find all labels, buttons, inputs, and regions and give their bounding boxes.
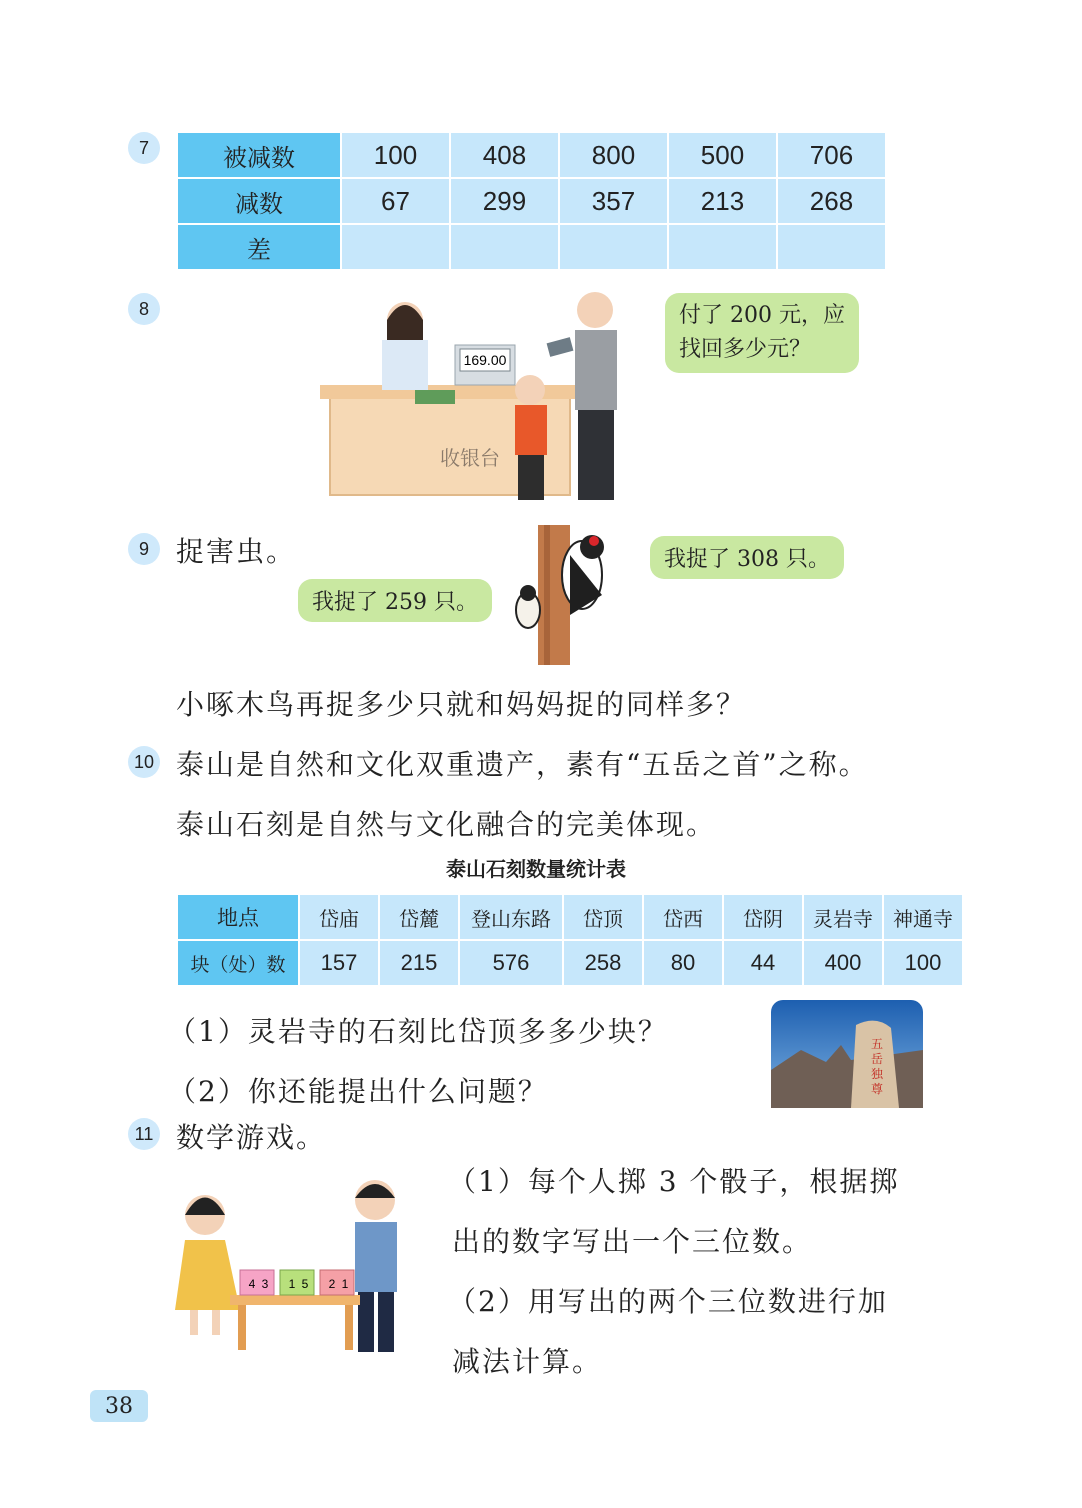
table-cell: 岱庙 bbox=[299, 894, 379, 940]
table-cell: 100 bbox=[883, 940, 963, 986]
table-cell: 岱顶 bbox=[563, 894, 643, 940]
rock-inscription: 五 bbox=[870, 1037, 884, 1051]
question-title: 捉害虫。 bbox=[176, 535, 297, 568]
table-row bbox=[177, 178, 886, 224]
table-cell: 706 bbox=[777, 132, 886, 178]
table-cell: 100 bbox=[341, 132, 450, 178]
table-cell: 800 bbox=[559, 132, 668, 178]
table-cell: 268 bbox=[777, 178, 886, 224]
sub-question: （2）你还能提出什么问题？ bbox=[168, 1075, 548, 1108]
table-cell: 258 bbox=[563, 940, 643, 986]
sub-question: （1）灵岩寺的石刻比岱顶多多少块？ bbox=[168, 1015, 668, 1048]
question-number-7: 7 bbox=[128, 132, 160, 164]
svg-text:独: 独 bbox=[870, 1067, 884, 1081]
table-cell: 67 bbox=[341, 178, 450, 224]
table-cell: 岱阴 bbox=[723, 894, 803, 940]
answer-cell[interactable] bbox=[777, 224, 886, 270]
mount-tai-rock-photo bbox=[771, 1000, 923, 1108]
row-header: 地点 bbox=[177, 894, 299, 940]
table-cell: 357 bbox=[559, 178, 668, 224]
row-header: 减数 bbox=[177, 178, 341, 224]
table-cell: 215 bbox=[379, 940, 459, 986]
die-face: 4 bbox=[248, 1277, 256, 1291]
die-face: 3 bbox=[261, 1277, 269, 1291]
bubble-line: 付了 200 元，应 bbox=[679, 303, 845, 328]
table-cell: 44 bbox=[723, 940, 803, 986]
page-number: 38 bbox=[90, 1390, 148, 1422]
table-cell: 500 bbox=[668, 132, 777, 178]
answer-cell[interactable] bbox=[559, 224, 668, 270]
question-number-11: 11 bbox=[128, 1118, 160, 1150]
svg-text:岳: 岳 bbox=[870, 1052, 884, 1066]
table-cell: 登山东路 bbox=[459, 894, 563, 940]
answer-cell[interactable] bbox=[668, 224, 777, 270]
table-cell: 80 bbox=[643, 940, 723, 986]
stone-carving-table bbox=[176, 893, 964, 987]
table-cell: 213 bbox=[668, 178, 777, 224]
bubble-line: 找回多少元？ bbox=[679, 337, 812, 362]
table-row bbox=[177, 894, 963, 940]
svg-text:尊: 尊 bbox=[870, 1082, 884, 1096]
table-cell: 灵岩寺 bbox=[803, 894, 883, 940]
table-cell: 岱西 bbox=[643, 894, 723, 940]
instruction-line: 出的数字写出一个三位数。 bbox=[452, 1225, 813, 1258]
speech-bubble-mother: 我捉了 308 只。 bbox=[650, 536, 844, 579]
die-face: 5 bbox=[301, 1277, 309, 1291]
die-face: 1 bbox=[288, 1277, 296, 1291]
question-number-9: 9 bbox=[128, 533, 160, 565]
table-cell: 157 bbox=[299, 940, 379, 986]
answer-cell[interactable] bbox=[450, 224, 559, 270]
subtraction-table bbox=[176, 131, 887, 271]
question-title: 数学游戏。 bbox=[176, 1121, 327, 1154]
question-number-10: 10 bbox=[128, 746, 160, 778]
paragraph-line: 泰山石刻是自然与文化融合的完美体现。 bbox=[176, 808, 717, 841]
table-cell: 神通寺 bbox=[883, 894, 963, 940]
table-row bbox=[177, 940, 963, 986]
table-cell: 299 bbox=[450, 178, 559, 224]
register-display: 169.00 bbox=[463, 352, 507, 368]
table-cell: 400 bbox=[803, 940, 883, 986]
row-header: 块（处）数 bbox=[177, 940, 299, 986]
die-face: 1 bbox=[341, 1277, 349, 1291]
counter-sign: 收银台 bbox=[440, 446, 500, 470]
paragraph-line: 泰山是自然和文化双重遗产，素有“五岳之首”之称。 bbox=[176, 748, 869, 781]
answer-cell[interactable] bbox=[341, 224, 450, 270]
instruction-line: （1）每个人掷 3 个骰子，根据掷 bbox=[448, 1165, 900, 1198]
cashier-illustration bbox=[320, 285, 640, 515]
table-cell: 岱麓 bbox=[379, 894, 459, 940]
row-header: 差 bbox=[177, 224, 341, 270]
die-face: 2 bbox=[328, 1277, 336, 1291]
instruction-line: 减法计算。 bbox=[452, 1345, 603, 1378]
speech-bubble-father bbox=[665, 293, 859, 373]
table-title: 泰山石刻数量统计表 bbox=[446, 857, 626, 881]
dice-game-illustration bbox=[140, 1160, 440, 1390]
row-header: 被减数 bbox=[177, 132, 341, 178]
question-number-8: 8 bbox=[128, 293, 160, 325]
table-cell: 408 bbox=[450, 132, 559, 178]
instruction-line: （2）用写出的两个三位数进行加 bbox=[448, 1285, 888, 1318]
woodpecker-illustration bbox=[510, 525, 620, 665]
speech-bubble-child: 我捉了 259 只。 bbox=[298, 579, 492, 622]
table-row bbox=[177, 132, 886, 178]
table-row bbox=[177, 224, 886, 270]
table-cell: 576 bbox=[459, 940, 563, 986]
question-text: 小啄木鸟再捉多少只就和妈妈捉的同样多？ bbox=[176, 688, 747, 721]
